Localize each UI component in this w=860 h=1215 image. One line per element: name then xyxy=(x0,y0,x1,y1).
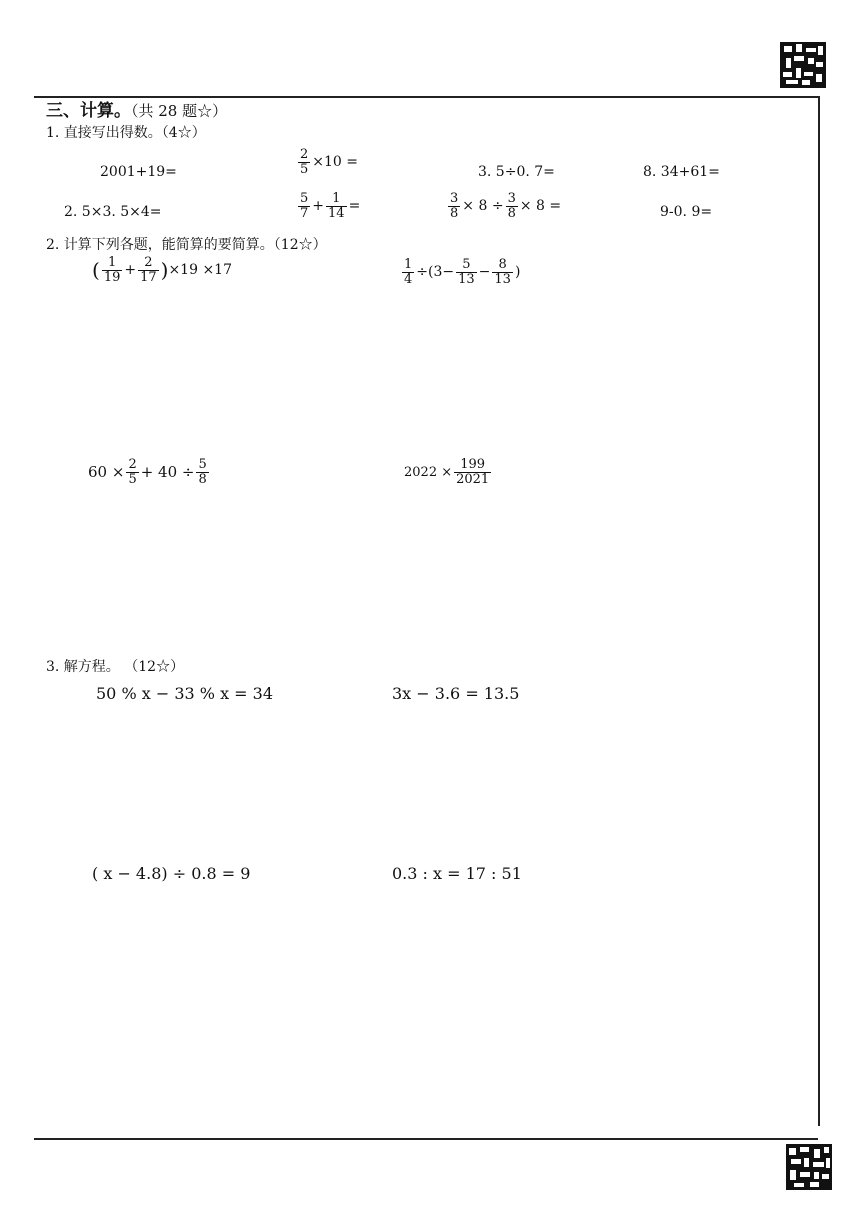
expr-mid: ÷(3− xyxy=(416,264,455,281)
fraction xyxy=(326,192,347,220)
q1-item-b xyxy=(296,148,358,176)
expr-mid: × 8 ÷ xyxy=(462,198,504,215)
numerator: 3 xyxy=(450,191,459,206)
section-title-text: 三、计算。 xyxy=(46,101,131,121)
q1-item-g xyxy=(446,192,561,220)
denominator: 2021 xyxy=(456,471,490,487)
numerator: 2 xyxy=(300,147,309,162)
fraction xyxy=(456,258,477,286)
fraction xyxy=(196,458,208,486)
denominator: 17 xyxy=(140,269,157,285)
denominator: 8 xyxy=(450,205,459,221)
fraction xyxy=(126,458,138,486)
q2-heading: 2. 计算下列各题，能简算的要简算。（12☆） xyxy=(46,237,327,253)
numerator: 1 xyxy=(107,255,117,270)
denominator: 5 xyxy=(128,471,137,487)
close-paren: ) xyxy=(160,258,169,283)
open-paren: ( xyxy=(92,258,100,283)
section-title xyxy=(46,96,227,121)
q1-heading: 1. 直接写出得数。（4☆） xyxy=(46,125,206,141)
q2-problem-3 xyxy=(88,458,211,486)
fraction xyxy=(402,258,414,286)
q3-equation-1: 50 % x − 33 % x = 34 xyxy=(96,684,274,703)
q3-equation-4: 0.3 : x = 17 : 51 xyxy=(392,864,522,883)
fraction xyxy=(448,192,460,220)
q2-problem-2 xyxy=(400,258,520,286)
expr-rest: ×19 ×17 xyxy=(168,262,232,279)
bottom-right-qr-code xyxy=(786,1144,832,1190)
expr-lead: 2022 × xyxy=(404,464,453,480)
fraction xyxy=(298,192,310,220)
denominator: 4 xyxy=(404,271,413,287)
fraction xyxy=(492,258,513,286)
fraction xyxy=(298,148,310,176)
numerator: 2 xyxy=(144,255,153,270)
fraction xyxy=(102,256,123,284)
q3-equation-3: ( x − 4.8) ÷ 0.8 = 9 xyxy=(92,864,251,883)
numerator: 199 xyxy=(460,457,486,472)
q1-item-a: 2001+19= xyxy=(100,164,177,180)
numerator: 5 xyxy=(300,191,309,206)
numerator: 8 xyxy=(498,257,507,272)
denominator: 8 xyxy=(198,471,207,487)
q1-item-f xyxy=(296,192,360,220)
expr-rest: = xyxy=(348,198,361,215)
q1-item-d: 8. 34+61= xyxy=(643,164,720,180)
denominator: 7 xyxy=(300,205,309,221)
numerator: 1 xyxy=(404,257,413,272)
expr-rest: ×10 = xyxy=(312,154,359,171)
q1-item-h: 9-0. 9= xyxy=(660,204,713,220)
operator: − xyxy=(478,264,491,281)
numerator: 3 xyxy=(507,191,516,206)
fraction xyxy=(138,256,159,284)
q2-problem-1 xyxy=(92,256,232,284)
expr-lead: 60 × xyxy=(88,463,125,482)
denominator: 5 xyxy=(300,161,309,177)
top-right-qr-code xyxy=(780,42,826,88)
numerator: 2 xyxy=(128,457,137,472)
operator: + xyxy=(312,198,325,215)
fraction xyxy=(506,192,518,220)
expr-rest: × 8 = xyxy=(519,198,562,215)
q3-equation-2: 3x − 3.6 = 13.5 xyxy=(392,684,520,703)
q1-item-c: 3. 5÷0. 7= xyxy=(478,164,555,180)
q2-problem-4 xyxy=(404,458,493,486)
denominator: 8 xyxy=(507,205,516,221)
denominator: 19 xyxy=(103,269,121,285)
numerator: 5 xyxy=(462,257,471,272)
denominator: 13 xyxy=(494,271,511,287)
denominator: 14 xyxy=(328,205,345,221)
expr-mid: + 40 ÷ xyxy=(140,463,195,482)
q3-heading: 3. 解方程。 （12☆） xyxy=(46,659,185,675)
frame-right-line xyxy=(818,96,820,1126)
operator: + xyxy=(124,262,137,279)
numerator: 1 xyxy=(332,191,341,206)
frame-bottom-line xyxy=(34,1138,818,1140)
fraction xyxy=(454,458,491,486)
numerator: 5 xyxy=(198,457,207,472)
close-paren: ) xyxy=(514,264,521,281)
section-title-note: （共 28 题☆） xyxy=(131,102,228,120)
denominator: 13 xyxy=(458,271,475,287)
q1-item-e: 2. 5×3. 5×4= xyxy=(64,204,162,220)
